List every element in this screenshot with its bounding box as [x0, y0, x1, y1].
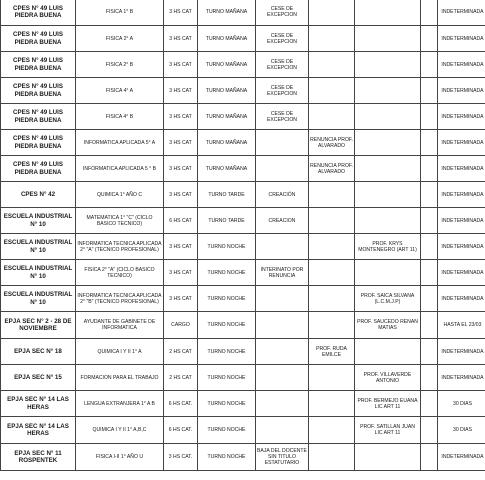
school-cell: ESCUELA INDUSTRIAL N° 10: [1, 286, 76, 312]
shift-cell: TURNO MAÑANA: [198, 104, 256, 130]
vacancy-cell: [309, 0, 355, 26]
reason-cell: [256, 417, 309, 444]
shift-cell: TURNO MAÑANA: [198, 52, 256, 78]
subject-cell: FISICA 4° A: [76, 78, 164, 104]
duration-cell: INDETERMINADA: [438, 0, 485, 26]
subject-cell: FISICA 1° B: [76, 0, 164, 26]
spacer-cell: [421, 234, 438, 260]
duration-cell: INDETERMINADA: [438, 260, 485, 286]
duration-cell: INDETERMINADA: [438, 234, 485, 260]
replacement-cell: PROF. SAUCEDO RENAN MATIAS: [355, 312, 421, 339]
spacer-cell: [421, 365, 438, 391]
school-cell: CPES N° 49 LUIS PIEDRA BUENA: [1, 130, 76, 156]
subject-cell: INFORMATICA TECNICA APLICADA 2° "B" (TECNICO PROFESIONAL): [76, 286, 164, 312]
vacancy-cell: [309, 104, 355, 130]
table-row: [1, 208, 485, 234]
spacer-cell: [421, 156, 438, 182]
table-row: [1, 365, 485, 391]
table-row: [1, 78, 485, 104]
vacancy-cell: [309, 391, 355, 417]
subject-cell: FISICA 2° B: [76, 52, 164, 78]
duration-cell: INDETERMINADA: [438, 365, 485, 391]
replacement-cell: [355, 339, 421, 365]
hours-cell: 3 HS CAT: [164, 0, 198, 26]
school-cell: EPJA SEC N° 11 ROSPENTEK: [1, 444, 76, 471]
duration-cell: 30 DIAS: [438, 391, 485, 417]
subject-cell: INFORMATICA APLICADA 5 ° B: [76, 156, 164, 182]
spacer-cell: [421, 417, 438, 444]
shift-cell: TURNO NOCHE: [198, 260, 256, 286]
duration-cell: INDETERMINADA: [438, 156, 485, 182]
hours-cell: 3 HS CAT: [164, 26, 198, 52]
reason-cell: [256, 339, 309, 365]
duration-cell: INDETERMINADA: [438, 444, 485, 471]
reason-cell: [256, 391, 309, 417]
table-row: [1, 444, 485, 471]
reason-cell: [256, 234, 309, 260]
replacement-cell: [355, 156, 421, 182]
school-cell: EPJA SEC N° 15: [1, 365, 76, 391]
table-row: [1, 156, 485, 182]
reason-cell: CESE DE EXCEPCION: [256, 0, 309, 26]
school-cell: CPES N° 42: [1, 182, 76, 208]
vacancy-cell: [309, 182, 355, 208]
spacer-cell: [421, 26, 438, 52]
duration-cell: INDETERMINADA: [438, 78, 485, 104]
shift-cell: TURNO NOCHE: [198, 444, 256, 471]
duration-cell: HASTA EL 23/03: [438, 312, 485, 339]
shift-cell: TURNO NOCHE: [198, 417, 256, 444]
duration-cell: INDETERMINADA: [438, 339, 485, 365]
vacancy-cell: [309, 286, 355, 312]
school-cell: CPES N° 49 LUIS PIEDRA BUENA: [1, 78, 76, 104]
replacement-cell: [355, 78, 421, 104]
vacancy-cell: PROF. RUDA EMILCE: [309, 339, 355, 365]
vacancy-cell: RENUNCIA PROF. ALVARADO: [309, 130, 355, 156]
hours-cell: CARGO: [164, 312, 198, 339]
spacer-cell: [421, 52, 438, 78]
reason-cell: [256, 365, 309, 391]
vacancy-cell: [309, 234, 355, 260]
hours-cell: 3 HS CAT: [164, 286, 198, 312]
duration-cell: INDETERMINADA: [438, 130, 485, 156]
table-body: [1, 0, 485, 471]
spacer-cell: [421, 286, 438, 312]
reason-cell: BAJA DEL DOCENTE SIN TITULO ESTATUTARIO: [256, 444, 309, 471]
school-cell: CPES N° 49 LUIS PIEDRA BUENA: [1, 104, 76, 130]
table-row: [1, 182, 485, 208]
subject-cell: QUIMICA I Y II 1° A: [76, 339, 164, 365]
subject-cell: MATEMATICA 1° "C" (CICLO BASICO TECNICO): [76, 208, 164, 234]
shift-cell: TURNO NOCHE: [198, 312, 256, 339]
subject-cell: FISICA 2° A: [76, 26, 164, 52]
hours-cell: 6 HS CAT.: [164, 417, 198, 444]
table-row: [1, 26, 485, 52]
vacancy-cell: [309, 208, 355, 234]
school-cell: EPJA SEC N° 14 LAS HERAS: [1, 391, 76, 417]
table-row: [1, 234, 485, 260]
spacer-cell: [421, 78, 438, 104]
school-cell: ESCUELA INDUSTRIAL N° 10: [1, 208, 76, 234]
replacement-cell: [355, 260, 421, 286]
spacer-cell: [421, 0, 438, 26]
hours-cell: 3 HS CAT: [164, 130, 198, 156]
duration-cell: INDETERMINADA: [438, 104, 485, 130]
vacancy-cell: [309, 26, 355, 52]
shift-cell: TURNO MAÑANA: [198, 78, 256, 104]
table-row: [1, 260, 485, 286]
shift-cell: TURNO NOCHE: [198, 391, 256, 417]
hours-cell: 2 HS CAT: [164, 365, 198, 391]
replacement-cell: [355, 0, 421, 26]
spacer-cell: [421, 391, 438, 417]
hours-cell: 3 HS CAT: [164, 104, 198, 130]
table-row: [1, 417, 485, 444]
reason-cell: CREACIÓN: [256, 182, 309, 208]
hours-cell: 2 HS CAT: [164, 339, 198, 365]
shift-cell: TURNO TARDE: [198, 208, 256, 234]
table-row: [1, 104, 485, 130]
vacancy-cell: RENUNCIA PROF. ALVARADO: [309, 156, 355, 182]
school-cell: CPES N° 49 LUIS PIEDRA BUENA: [1, 156, 76, 182]
replacement-cell: [355, 104, 421, 130]
table-row: [1, 312, 485, 339]
replacement-cell: PROF. SAICA SILVANA (L.C.M.J.P): [355, 286, 421, 312]
school-cell: ESCUELA INDUSTRIAL N° 10: [1, 234, 76, 260]
duration-cell: INDETERMINADA: [438, 208, 485, 234]
hours-cell: 3 HS CAT: [164, 78, 198, 104]
hours-cell: 3 HS CAT: [164, 52, 198, 78]
subject-cell: QUIMICA 1° AÑO C: [76, 182, 164, 208]
shift-cell: TURNO MAÑANA: [198, 0, 256, 26]
shift-cell: TURNO NOCHE: [198, 234, 256, 260]
table-row: [1, 0, 485, 26]
reason-cell: CESE DE EXCEPCION: [256, 78, 309, 104]
reason-cell: [256, 156, 309, 182]
reason-cell: CESE DE EXCEPCION: [256, 104, 309, 130]
school-cell: CPES N° 49 LUIS PIEDRA BUENA: [1, 0, 76, 26]
table-row: [1, 339, 485, 365]
duration-cell: 30 DIAS: [438, 417, 485, 444]
reason-cell: CESE DE EXCEPCION: [256, 52, 309, 78]
replacement-cell: [355, 130, 421, 156]
table-row: [1, 52, 485, 78]
hours-cell: 3 HS CAT.: [164, 444, 198, 471]
vacancy-cell: [309, 312, 355, 339]
school-cell: CPES N° 49 LUIS PIEDRA BUENA: [1, 26, 76, 52]
vacancy-cell: [309, 260, 355, 286]
spacer-cell: [421, 130, 438, 156]
subject-cell: INFORMATICA TECNICA APLICADA 2° "A" (TECNICO PROFESIONAL): [76, 234, 164, 260]
hours-cell: 6 HS CAT.: [164, 391, 198, 417]
spacer-cell: [421, 312, 438, 339]
school-cell: EPJA SEC N° 2 - 28 DE NOVIEMBRE: [1, 312, 76, 339]
subject-cell: QUIMICA I Y II 1° A,B,C: [76, 417, 164, 444]
reason-cell: [256, 130, 309, 156]
vacancy-cell: [309, 444, 355, 471]
duration-cell: INDETERMINADA: [438, 286, 485, 312]
subject-cell: FISICA 4° B: [76, 104, 164, 130]
vacancy-cell: [309, 78, 355, 104]
spacer-cell: [421, 208, 438, 234]
spacer-cell: [421, 104, 438, 130]
vacancy-cell: [309, 417, 355, 444]
hours-cell: 3 HS CAT: [164, 260, 198, 286]
shift-cell: TURNO NOCHE: [198, 365, 256, 391]
table-row: [1, 130, 485, 156]
replacement-cell: PROF. SATILLAN JUAN LIC ART 11: [355, 417, 421, 444]
table-row: [1, 391, 485, 417]
replacement-cell: PROF. VILLAVERDE ANTONIO: [355, 365, 421, 391]
duration-cell: INDETERMINADA: [438, 182, 485, 208]
subject-cell: FISICA I-II 1° AÑO U: [76, 444, 164, 471]
shift-cell: TURNO MAÑANA: [198, 156, 256, 182]
hours-cell: 3 HS CAT: [164, 182, 198, 208]
hours-cell: 6 HS CAT: [164, 208, 198, 234]
replacement-cell: [355, 26, 421, 52]
replacement-cell: [355, 182, 421, 208]
table-row: [1, 286, 485, 312]
duration-cell: INDETERMINADA: [438, 26, 485, 52]
shift-cell: TURNO MAÑANA: [198, 26, 256, 52]
spacer-cell: [421, 260, 438, 286]
duration-cell: INDETERMINADA: [438, 52, 485, 78]
subject-cell: FISICA 2° "A" (CICLO BASICO TECNICO): [76, 260, 164, 286]
subject-cell: LENGUA EXTRANJERA 1° A B: [76, 391, 164, 417]
reason-cell: CESE DE EXCEPCION: [256, 26, 309, 52]
school-cell: EPJA SEC N° 18: [1, 339, 76, 365]
shift-cell: TURNO NOCHE: [198, 339, 256, 365]
school-cell: EPJA SEC N° 14 LAS HERAS: [1, 417, 76, 444]
reason-cell: [256, 312, 309, 339]
subject-cell: INFORMATICA APLICADA 5° A: [76, 130, 164, 156]
replacement-cell: PROF. KRYS MONTENEGRO (ART 11): [355, 234, 421, 260]
reason-cell: CREACION: [256, 208, 309, 234]
vacancy-cell: [309, 52, 355, 78]
spacer-cell: [421, 339, 438, 365]
reason-cell: INTERINATO POR RENUNCIA: [256, 260, 309, 286]
replacement-cell: [355, 444, 421, 471]
shift-cell: TURNO TARDE: [198, 182, 256, 208]
subject-cell: AYUDANTE DE GABINETE DE INFORMATICA: [76, 312, 164, 339]
spacer-cell: [421, 182, 438, 208]
school-cell: ESCUELA INDUSTRIAL N° 10: [1, 260, 76, 286]
vacancy-cell: [309, 365, 355, 391]
replacement-cell: [355, 52, 421, 78]
hours-cell: 3 HS CAT: [164, 234, 198, 260]
replacement-cell: PROF. BERMEJO EUANA LIC ART 11: [355, 391, 421, 417]
spacer-cell: [421, 444, 438, 471]
subject-cell: FORMACION PARA EL TRABAJO: [76, 365, 164, 391]
shift-cell: TURNO MAÑANA: [198, 130, 256, 156]
hours-cell: 3 HS CAT: [164, 156, 198, 182]
reason-cell: [256, 286, 309, 312]
shift-cell: TURNO NOCHE: [198, 286, 256, 312]
school-cell: CPES N° 49 LUIS PIEDRA BUENA: [1, 52, 76, 78]
replacement-cell: [355, 208, 421, 234]
